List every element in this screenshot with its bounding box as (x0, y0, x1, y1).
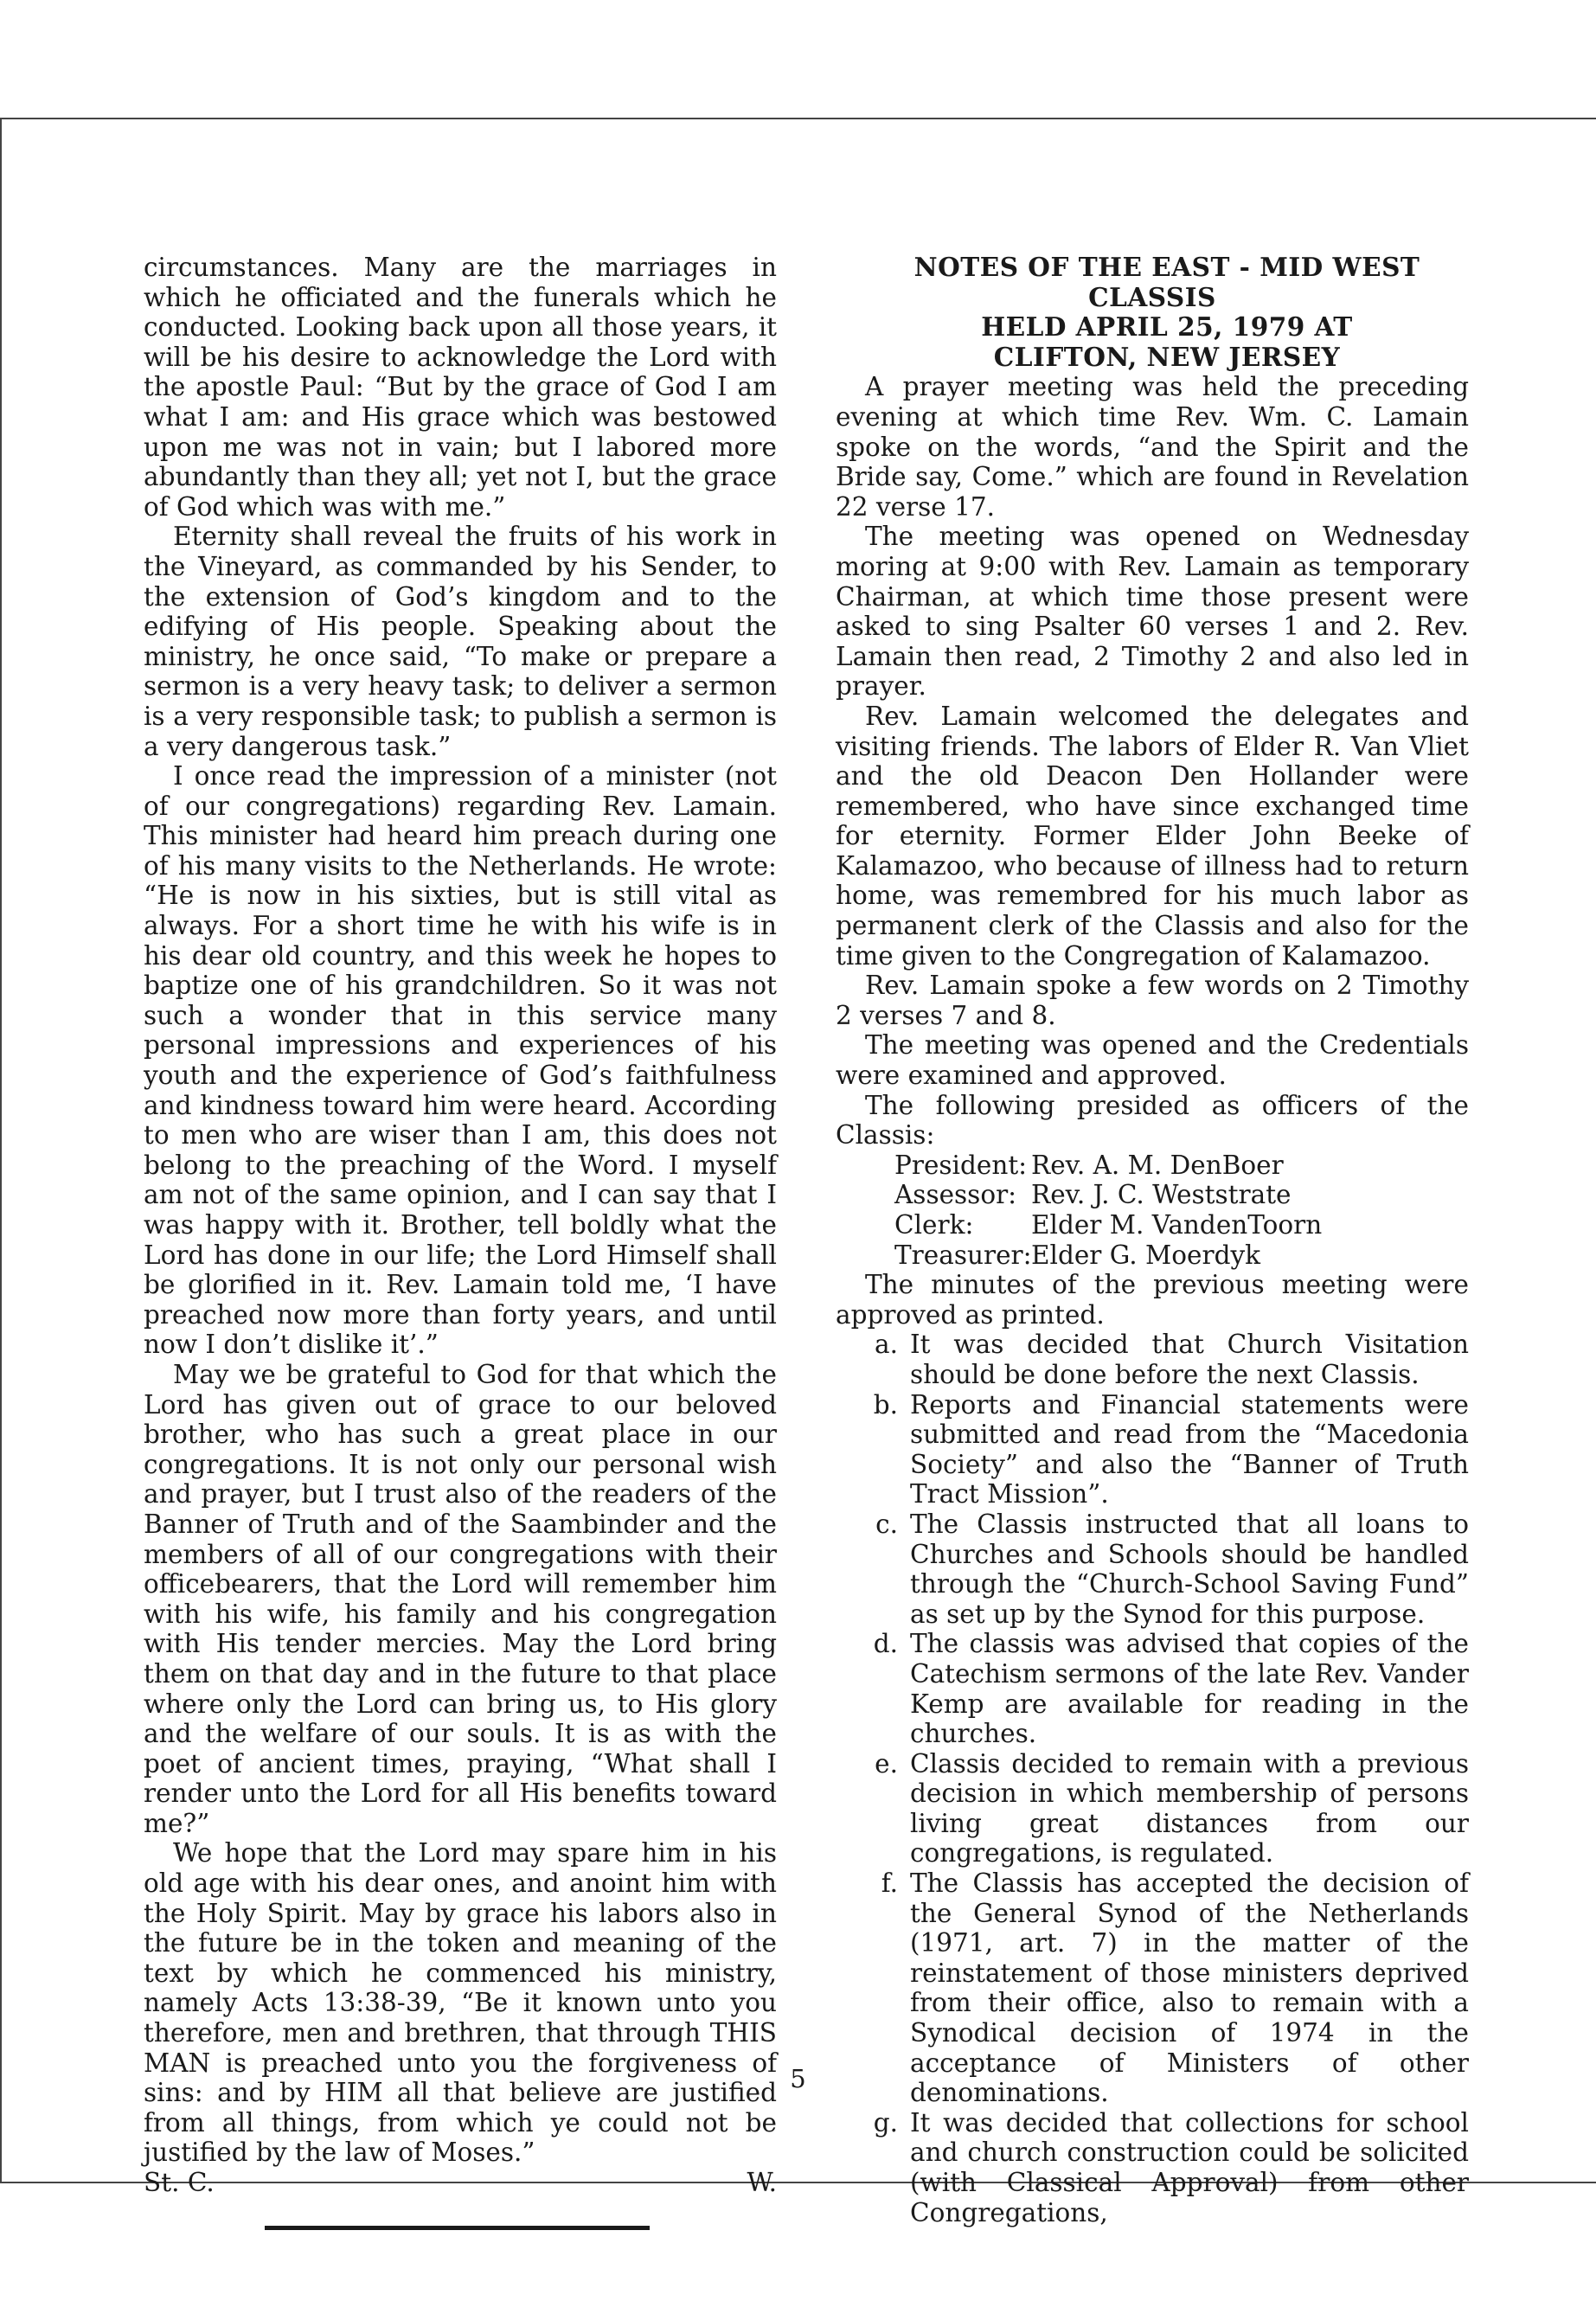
officer-name: Elder M. VandenToorn (1031, 1210, 1323, 1240)
officers-list (894, 1150, 1469, 1270)
right-paragraph: The following presided as officers of the Classis: (836, 1090, 1469, 1150)
officer-row (894, 1150, 1469, 1181)
decision-text: Reports and Financial statements were submitted and read from the “Macedonia Society” and also the “Banner of Truth Tract Mission”. (910, 1389, 1469, 1509)
minutes-approval: The minutes of the previous meeting were approved as printed. (836, 1270, 1469, 1330)
right-paragraph: A prayer meeting was held the preceding evening at which time Rev. Wm. C. Lamain spoke on the words, “and the Spirit and the Bride say, Come.” which are found in Revelation 22 verse 17. (836, 372, 1469, 522)
article-heading-line: CLIFTON, NEW JERSEY (993, 341, 1341, 372)
officer-name: Elder G. Moerdyk (1031, 1240, 1261, 1270)
decision-text: The Classis instructed that all loans to Churches and Schools should be handled through the “Church-School Saving Fund” as set up by the Synod for this purpose. (910, 1509, 1469, 1629)
signoff (144, 2168, 777, 2198)
article-end-rule (265, 2226, 650, 2230)
decision-letter: a. (875, 1330, 898, 1360)
decision-text: It was decided that collections for school and church construction could be solicited (with Classical Approval) from other Congregations, (910, 2107, 1469, 2227)
article-heading-line: HELD APRIL 25, 1979 AT (981, 311, 1353, 343)
decision-letter: f. (881, 1868, 898, 1899)
left-paragraph: Eternity shall reveal the fruits of his work in the Vineyard, as commanded by his Sender, to the extension of God’s kingdom and to the edifying of His people. Speaking about the ministry, he once said, “To make or prepare a sermon is a very heavy task; to deliver a sermon is a very responsible task; to publish a sermon is a very dangerous task.” (144, 522, 777, 761)
left-paragraph: I once read the impression of a minister (not of our congregations) regarding Rev. Lamain. This minister had heard him preach during one of his many visits to the Netherlands. He wrote: “He is now in his sixties, but is still vital as always. For a short time he with his wife is in his dear old country, and this week he hopes to baptize one of his grandchildren. So it was not such a wonder that in this service many personal impressions and experiences of his youth and the experience of God’s faithfulness and kindness toward him were heard. According to men who are wiser than I am, this does not belong to the preaching of the Word. I myself am not of the same opinion, and I can say that I was happy with it. Brother, tell boldly what the Lord has done in our life; the Lord Himself shall be glorified in it. Rev. Lamain told me, ‘I have preached now more than forty years, and until now I don’t dislike it’.” (144, 761, 777, 1360)
decision-letter: b. (873, 1389, 898, 1420)
article-heading-line: NOTES OF THE EAST - MID WEST CLASSIS (913, 252, 1420, 312)
decision-item (836, 1629, 1469, 1748)
decision-text: The classis was advised that copies of the Catechism sermons of the late Rev. Vander Kemp are available for reading in the churches. (910, 1629, 1469, 1749)
officer-name: Rev. A. M. DenBoer (1031, 1150, 1284, 1180)
decision-item (836, 2108, 1469, 2227)
page-number: 5 (790, 2064, 806, 2093)
signoff-initials-left: St. C. (144, 2168, 215, 2197)
decision-item (836, 1749, 1469, 1868)
right-column (836, 253, 1469, 2227)
decision-letter: g. (873, 2107, 898, 2138)
decision-text: The Classis has accepted the decision of the General Synod of the Netherlands (1971, art. 7) in the matter of the reinstatement of those ministers deprived from their office, also to remain with a Synodical decision of 1974 in the acceptance of Ministers of other denominations. (910, 1868, 1469, 2108)
officer-row (894, 1180, 1469, 1210)
officer-name: Rev. J. C. Weststrate (1031, 1180, 1292, 1210)
officer-role: Clerk: (894, 1210, 974, 1240)
decision-text: It was decided that Church Visitation should be done before the next Classis. (910, 1330, 1469, 1389)
left-paragraph: We hope that the Lord may spare him in his old age with his dear ones, and anoint him with the Holy Spirit. May by grace his labors also in the future be in the token and meaning of the text by which he commenced his ministry, namely Acts 13:38-39, “Be it known unto you therefore, men and brethren, that through THIS MAN is preached unto you the forgiveness of sins: and by HIM all that believe are justified from all things, from which ye could not be justified by the law of Moses.” (144, 1838, 777, 2168)
officer-row (894, 1210, 1469, 1240)
left-paragraph: May we be grateful to God for that which the Lord has given out of grace to our beloved brother, who has such a great place in our congregations. It is not only our personal wish and prayer, but I trust also of the readers of the Banner of Truth and of the Saambinder and the members of all of our congregations with their officebearers, that the Lord will remember him with his wife, his family and his congregation with His tender mercies. May the Lord bring them on that day and in the future to that place where only the Lord can bring us, to His glory and the welfare of our souls. It is as with the poet of ancient times, praying, “What shall I render unto the Lord for all His benefits toward me?” (144, 1359, 777, 1838)
officer-role: Treasurer: (894, 1240, 1032, 1270)
decision-text: Classis decided to remain with a previous decision in which membership of persons living great distances from our congregations, is regulated. (910, 1748, 1469, 1868)
decision-letter: c. (875, 1509, 898, 1539)
officer-role: Assessor: (894, 1180, 1017, 1210)
left-column (144, 253, 777, 2230)
right-paragraph: The meeting was opened on Wednesday moring at 9:00 with Rev. Lamain as temporary Chairman, at which time those present were asked to sing Psalter 60 verses 1 and 2. Rev. Lamain then read, 2 Timothy 2 and also led in prayer. (836, 522, 1469, 702)
officer-row (894, 1240, 1469, 1271)
decision-letter: e. (875, 1748, 898, 1779)
decision-letter: d. (873, 1629, 898, 1659)
right-paragraph: The meeting was opened and the Credentials were examined and approved. (836, 1030, 1469, 1091)
officer-role: President: (894, 1150, 1028, 1180)
decision-item (836, 1330, 1469, 1389)
right-paragraph: Rev. Lamain welcomed the delegates and visiting friends. The labors of Elder R. Van Vliet and the old Deacon Den Hollander were remembered, who have since exchanged time for eternity. Former Elder John Beeke of Kalamazoo, who because of illness had to return home, was remembred for his much labor as permanent clerk of the Classis and also for the time given to the Congregation of Kalamazoo. (836, 701, 1469, 971)
decision-item (836, 1390, 1469, 1509)
decision-item (836, 1509, 1469, 1629)
signoff-initials-right: W. (747, 2168, 777, 2197)
left-paragraph: circumstances. Many are the marriages in which he officiated and the funerals which he conducted. Looking back upon all those years, it will be his desire to acknowledge the Lord with the apostle Paul: “But by the grace of God I am what I am: and His grace which was bestowed upon me was not in vain; but I labored more abundantly than they all; yet not I, but the grace of God which was with me.” (144, 253, 777, 522)
right-paragraph: Rev. Lamain spoke a few words on 2 Timothy 2 verses 7 and 8. (836, 971, 1469, 1030)
